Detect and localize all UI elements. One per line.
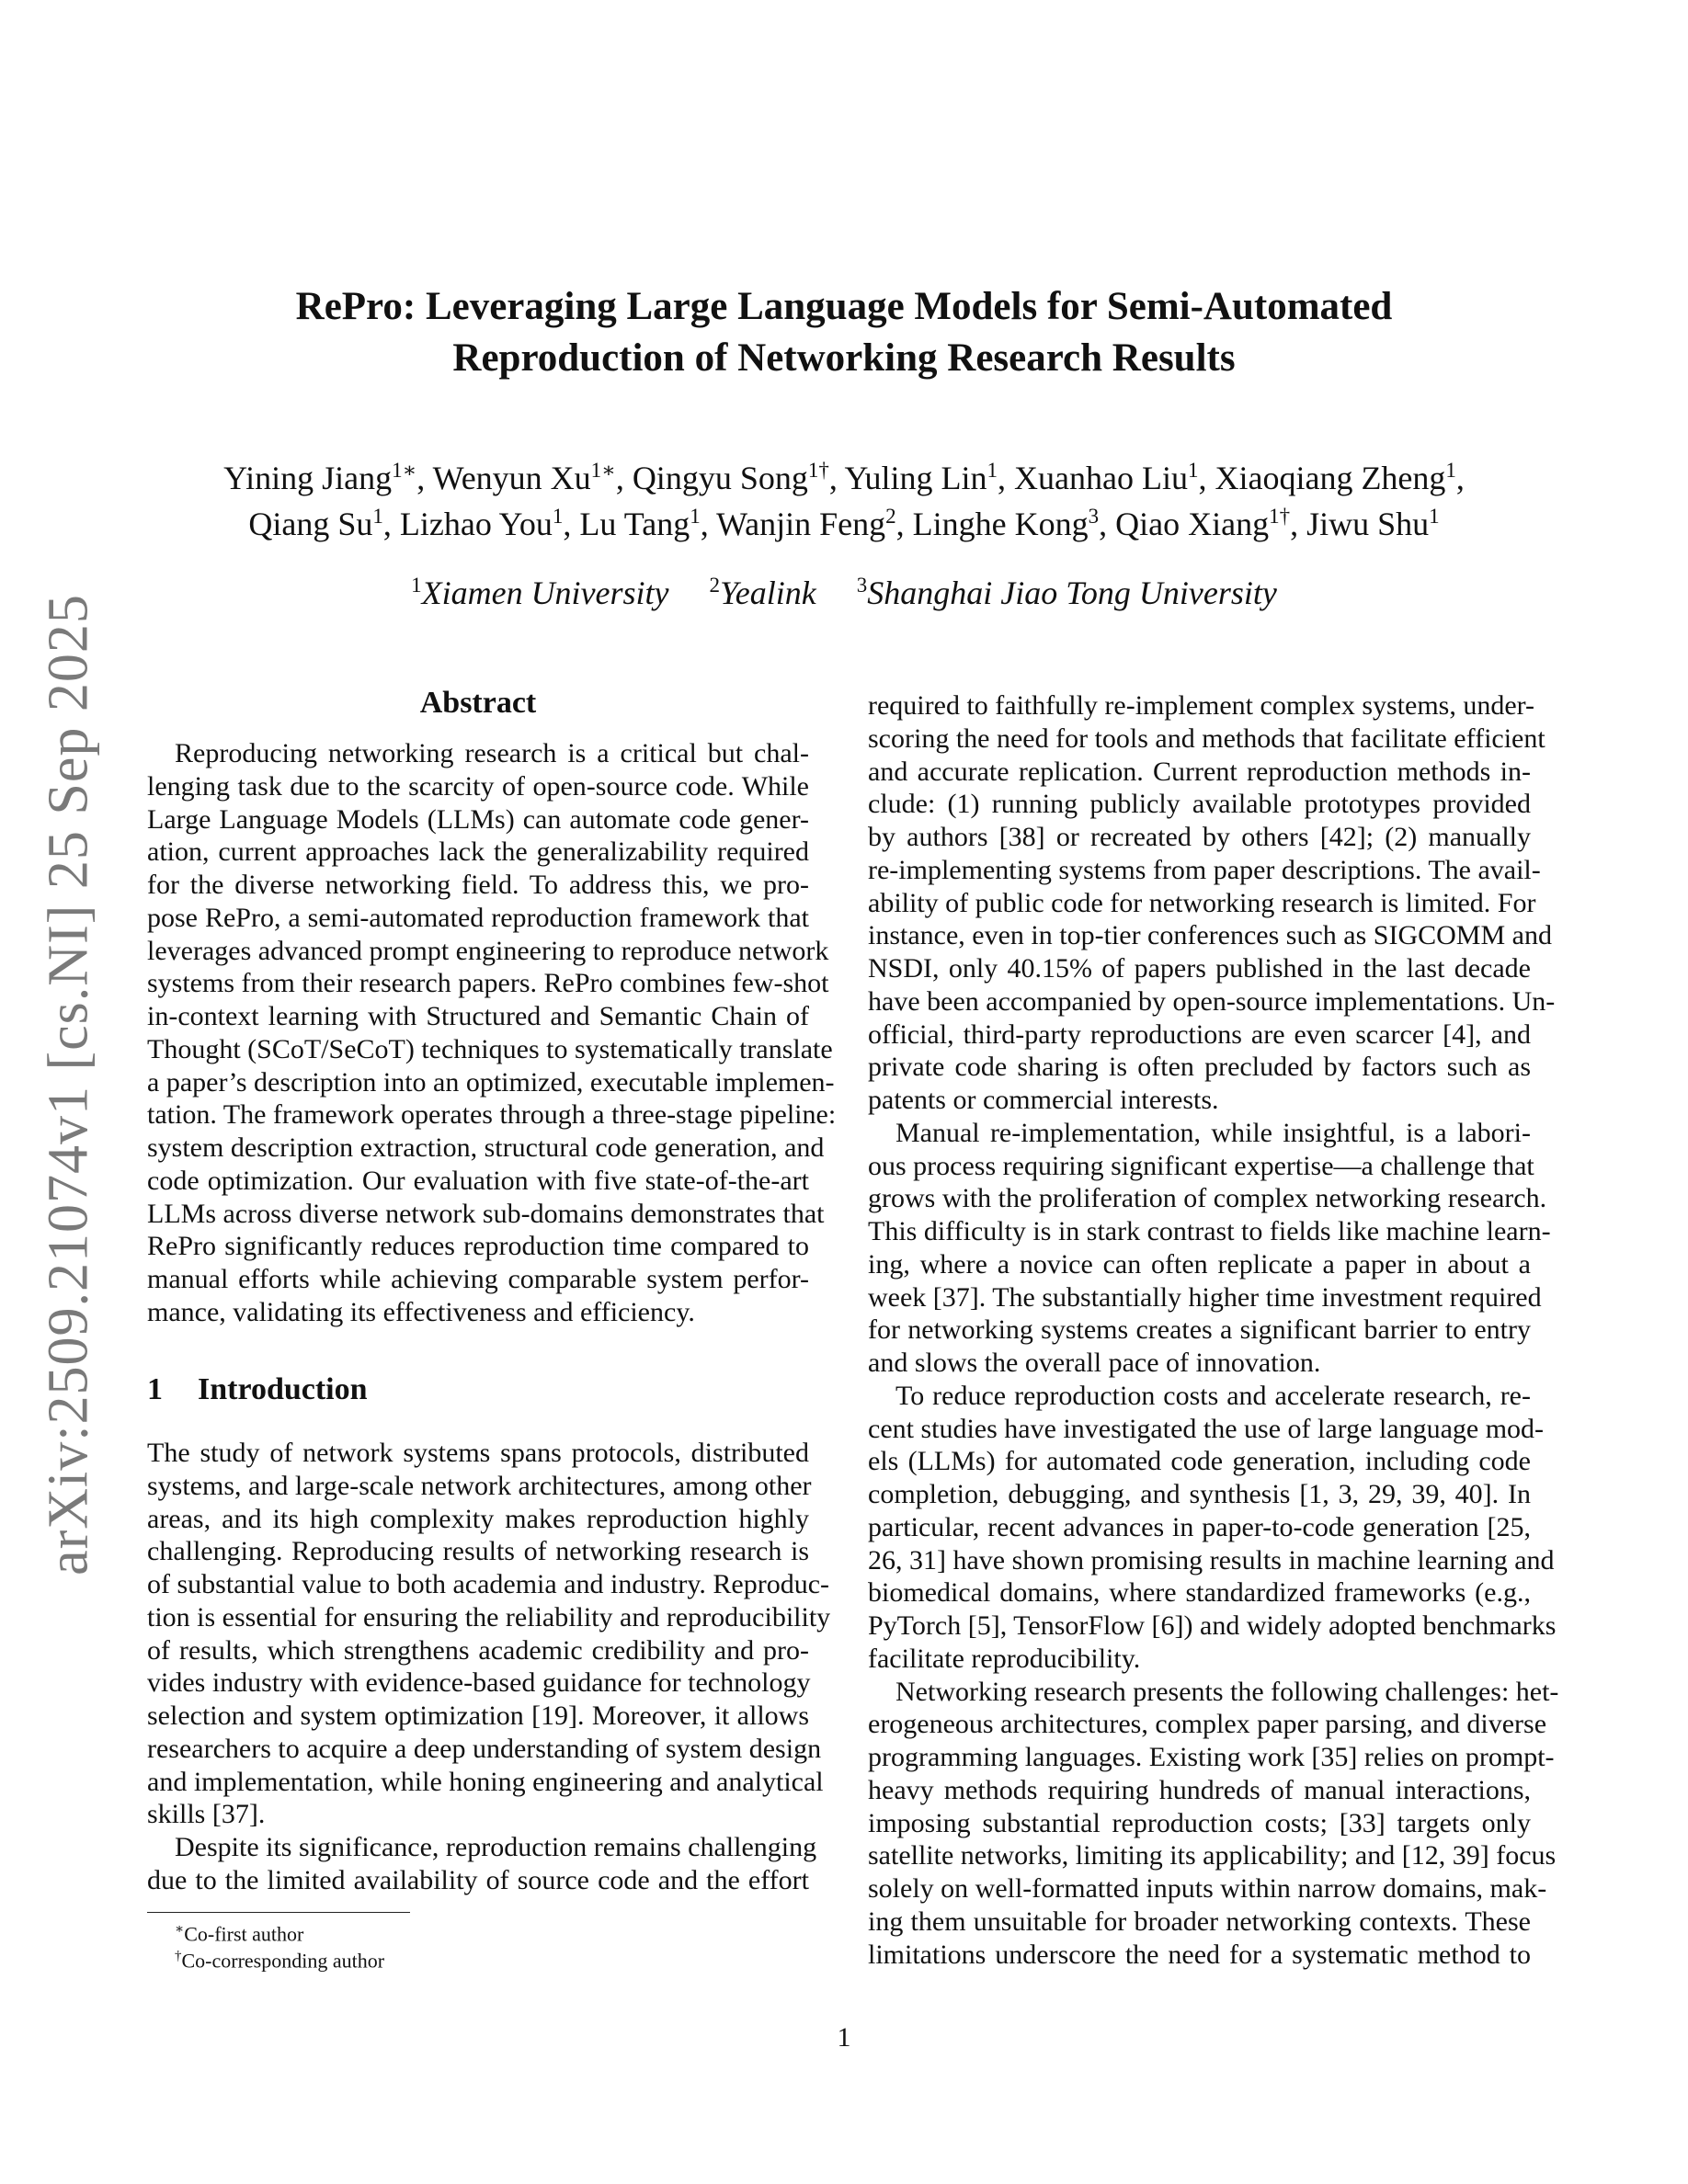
abstract-body bbox=[147, 737, 837, 1329]
paper-title bbox=[0, 281, 1688, 384]
paragraph bbox=[868, 1117, 1551, 1380]
text-line: grows with the proliferation of complex networking research. bbox=[868, 1183, 1547, 1214]
author bbox=[579, 506, 716, 542]
text-line: tion is essential for ensuring the reliability and reproducibility bbox=[147, 1601, 831, 1632]
footnote-text: Co-first author bbox=[184, 1922, 304, 1946]
author-row bbox=[0, 501, 1688, 547]
author bbox=[1014, 460, 1215, 496]
section-heading-introduction bbox=[147, 1371, 368, 1408]
author-separator: , bbox=[828, 460, 845, 496]
text-line: system description extraction, structural code generation, and bbox=[147, 1132, 825, 1163]
author bbox=[433, 460, 633, 496]
text-line: patents or commercial interests. bbox=[868, 1085, 1219, 1115]
text-line: selection and system optimization [19]. Moreover, it allows bbox=[147, 1701, 809, 1731]
text-line: clude: (1) running publicly available prototypes provided bbox=[868, 789, 1531, 820]
author-name: Yining Jiang bbox=[223, 460, 393, 496]
affiliation-mark: 2 bbox=[709, 574, 721, 597]
author-separator: , bbox=[1099, 506, 1116, 542]
author-affiliation-mark: 1∗ bbox=[392, 459, 417, 482]
text-line: Networking research presents the following challenges: het- bbox=[895, 1676, 1559, 1707]
author-name: Wanjin Feng bbox=[716, 506, 886, 542]
author-name: Lizhao You bbox=[399, 506, 553, 542]
text-line: completion, debugging, and synthesis [1, 3, 29, 39, 40]. In bbox=[868, 1479, 1531, 1509]
text-line: vides industry with evidence-based guidance for technology bbox=[147, 1667, 811, 1699]
text-line: Large Language Models (LLMs) can automate code gener- bbox=[147, 803, 809, 835]
text-line: a paper’s description into an optimized, executable implemen- bbox=[147, 1066, 835, 1098]
author-affiliation-mark: 1† bbox=[807, 459, 829, 482]
text-line: instance, even in top-tier conferences such as SIGCOMM and bbox=[868, 920, 1552, 951]
title-line: Reproduction of Networking Research Results bbox=[452, 336, 1236, 380]
author-separator: , bbox=[563, 506, 580, 542]
author bbox=[913, 506, 1115, 542]
text-line: in-context learning with Structured and Semantic Chain of bbox=[147, 1001, 809, 1031]
affiliation-name: Xiamen University bbox=[421, 574, 669, 611]
text-line: satellite networks, limiting its applicability; and [12, 39] focus bbox=[868, 1840, 1557, 1871]
author-name: Qingyu Song bbox=[632, 460, 808, 496]
section-number: 1 bbox=[147, 1372, 163, 1406]
text-line: leverages advanced prompt engineering to reproduce network bbox=[147, 935, 829, 966]
text-line: scoring the need for tools and methods that facilitate efficient bbox=[868, 722, 1545, 754]
author-separator: , bbox=[1198, 460, 1215, 496]
author-affiliation-mark: 1 bbox=[1429, 505, 1440, 528]
intro-left-column bbox=[147, 1437, 831, 1897]
author bbox=[248, 506, 400, 542]
text-line: of results, which strengthens academic credibility and pro- bbox=[147, 1634, 809, 1666]
author bbox=[845, 460, 1015, 496]
text-line: private code sharing is often precluded by factors such as bbox=[868, 1052, 1531, 1083]
paragraph bbox=[868, 1676, 1559, 1972]
author bbox=[1306, 506, 1440, 542]
text-line: NSDI, only 40.15% of papers published in the last decade bbox=[868, 953, 1531, 984]
text-line: ing, where a novice can often replicate a paper in about a bbox=[868, 1248, 1531, 1280]
text-line: skills [37]. bbox=[147, 1799, 266, 1830]
author-affiliation-mark: 1 bbox=[552, 505, 564, 528]
author-name: Wenyun Xu bbox=[432, 460, 591, 496]
author-separator: , bbox=[1455, 460, 1465, 496]
text-line: systems from their research papers. RePro combines few-shot bbox=[147, 968, 829, 999]
text-line: This difficulty is in stark contrast to fields like machine learn- bbox=[868, 1216, 1551, 1246]
affiliation bbox=[857, 574, 1277, 611]
text-line: Thought (SCoT/SeCoT) techniques to systematically translate bbox=[147, 1033, 833, 1064]
author bbox=[223, 460, 433, 496]
text-line: have been accompanied by open-source implementations. Un- bbox=[868, 985, 1556, 1017]
affiliation bbox=[411, 574, 668, 611]
text-line: facilitate reproducibility. bbox=[868, 1643, 1141, 1674]
text-line: Despite its significance, reproduction remains challenging bbox=[175, 1832, 817, 1862]
text-line: due to the limited availability of source code and the effort bbox=[147, 1864, 809, 1895]
author-name: Yuling Lin bbox=[844, 460, 987, 496]
section-title: Introduction bbox=[198, 1372, 368, 1406]
text-line: code optimization. Our evaluation with five state-of-the-art bbox=[147, 1165, 809, 1196]
footnote-mark: † bbox=[175, 1949, 182, 1963]
author-separator: , bbox=[895, 506, 913, 542]
author-separator: , bbox=[382, 506, 400, 542]
author-list bbox=[0, 455, 1688, 547]
text-line: LLMs across diverse network sub-domains demonstrates that bbox=[147, 1198, 825, 1229]
author-affiliation-mark: 1 bbox=[987, 459, 998, 482]
affiliation-name: Yealink bbox=[720, 574, 816, 611]
text-line: ation, current approaches lack the generalizability required bbox=[147, 836, 809, 868]
text-line: programming languages. Existing work [35] relies on prompt- bbox=[868, 1742, 1555, 1772]
author-separator: , bbox=[416, 460, 433, 496]
author-name: Linghe Kong bbox=[912, 506, 1089, 542]
text-line: cent studies have investigated the use of large language mod- bbox=[868, 1413, 1545, 1444]
text-line: To reduce reproduction costs and accelerate research, re- bbox=[895, 1380, 1531, 1411]
text-line: week [37]. The substantially higher time investment required bbox=[868, 1281, 1542, 1313]
text-line: tation. The framework operates through a three-stage pipeline: bbox=[147, 1099, 837, 1131]
text-line: official, third-party reproductions are even scarcer [4], and bbox=[868, 1018, 1531, 1050]
author-name: Lu Tang bbox=[579, 506, 690, 542]
affiliation-mark: 3 bbox=[856, 574, 868, 597]
text-line: 26, 31] have shown promising results in machine learning and bbox=[868, 1544, 1555, 1575]
text-line: challenging. Reproducing results of networking research is bbox=[147, 1536, 809, 1567]
author-affiliation-mark: 3 bbox=[1088, 505, 1100, 528]
author-separator: , bbox=[1290, 506, 1307, 542]
author bbox=[400, 506, 580, 542]
text-line: manual efforts while achieving comparable system perfor- bbox=[147, 1264, 809, 1294]
affiliation-mark: 1 bbox=[411, 574, 422, 597]
author-row bbox=[0, 455, 1688, 501]
text-line: by authors [38] or recreated by others [42]; (2) manually bbox=[868, 822, 1531, 852]
author-name: Xuanhao Liu bbox=[1014, 460, 1188, 496]
author-affiliation-mark: 1 bbox=[690, 505, 701, 528]
text-line: imposing substantial reproduction costs; [33] targets only bbox=[868, 1807, 1531, 1838]
text-line: particular, recent advances in paper-to-code generation [25, bbox=[868, 1511, 1531, 1542]
paragraph bbox=[147, 1831, 817, 1897]
affiliation bbox=[710, 574, 816, 611]
text-line: of substantial value to both academia and industry. Reproduc- bbox=[147, 1569, 830, 1599]
author bbox=[716, 506, 913, 542]
text-line: systems, and large-scale network architectures, among other bbox=[147, 1470, 812, 1501]
author-affiliation-mark: 1 bbox=[372, 505, 383, 528]
intro-right-column bbox=[868, 689, 1559, 1971]
text-line: PyTorch [5], TensorFlow [6]) and widely adopted benchmarks bbox=[868, 1610, 1557, 1641]
text-line: biomedical domains, where standardized frameworks (e.g., bbox=[868, 1577, 1531, 1609]
text-line: Manual re-implementation, while insightful, is a labori- bbox=[895, 1117, 1531, 1148]
footnote-text: Co-corresponding author bbox=[181, 1949, 385, 1973]
affiliation-list bbox=[0, 574, 1688, 612]
footnote-divider bbox=[147, 1912, 410, 1913]
abstract-heading: Abstract bbox=[419, 686, 537, 720]
text-line: for networking systems creates a significant barrier to entry bbox=[868, 1314, 1531, 1346]
text-line: RePro significantly reduces reproduction time compared to bbox=[147, 1231, 809, 1262]
author-affiliation-mark: 1 bbox=[1445, 459, 1456, 482]
text-line: heavy methods requiring hundreds of manual interactions, bbox=[868, 1774, 1531, 1805]
text-line: pose RePro, a semi-automated reproduction framework that bbox=[147, 902, 809, 933]
page-number: 1 bbox=[837, 2022, 851, 2053]
affiliation-name: Shanghai Jiao Tong University bbox=[867, 574, 1277, 611]
text-line: ability of public code for networking research is limited. For bbox=[868, 887, 1536, 918]
footnote-mark: ∗ bbox=[175, 1922, 185, 1937]
author-name: Xiaoqiang Zheng bbox=[1215, 460, 1446, 496]
text-line: and implementation, while honing engineering and analytical bbox=[147, 1766, 824, 1797]
author-name: Qiao Xiang bbox=[1115, 506, 1270, 542]
text-line: lenging task due to the scarcity of open-source code. While bbox=[147, 770, 809, 802]
author-affiliation-mark: 1† bbox=[1269, 505, 1291, 528]
text-line: Reproducing networking research is a critical but chal- bbox=[175, 738, 809, 768]
author-affiliation-mark: 2 bbox=[885, 505, 896, 528]
text-line: The study of network systems spans protocols, distributed bbox=[147, 1438, 809, 1468]
author-name: Qiang Su bbox=[248, 506, 373, 542]
paragraph bbox=[868, 689, 1556, 1117]
author-name: Jiwu Shu bbox=[1306, 506, 1430, 542]
text-line: limitations underscore the need for a systematic method to bbox=[868, 1939, 1531, 1970]
text-line: and slows the overall pace of innovation. bbox=[868, 1348, 1321, 1378]
author-affiliation-mark: 1∗ bbox=[590, 459, 616, 482]
author-separator: , bbox=[700, 506, 717, 542]
text-line: and accurate replication. Current reproduction methods in- bbox=[868, 756, 1531, 787]
author bbox=[1215, 460, 1464, 496]
paragraph bbox=[868, 1380, 1557, 1676]
title-line: RePro: Leveraging Large Language Models for Semi-Automated bbox=[295, 285, 1393, 328]
text-line: ous process requiring significant expertise—a challenge that bbox=[868, 1150, 1534, 1181]
author-separator: , bbox=[998, 460, 1015, 496]
footnote bbox=[175, 1917, 303, 1946]
author-affiliation-mark: 1 bbox=[1187, 459, 1199, 482]
author bbox=[633, 460, 845, 496]
paragraph bbox=[147, 1437, 831, 1831]
text-line: els (LLMs) for automated code generation, including code bbox=[868, 1446, 1531, 1477]
text-line: mance, validating its effectiveness and efficiency. bbox=[147, 1296, 695, 1327]
text-line: erogeneous architectures, complex paper parsing, and diverse bbox=[868, 1709, 1547, 1740]
author bbox=[1115, 506, 1306, 542]
text-line: solely on well-formatted inputs within narrow domains, mak- bbox=[868, 1873, 1547, 1904]
text-line: researchers to acquire a deep understanding of system design bbox=[147, 1733, 822, 1764]
text-line: ing them unsuitable for broader networking contexts. These bbox=[868, 1905, 1531, 1937]
text-line: re-implementing systems from paper descriptions. The avail- bbox=[868, 854, 1541, 885]
paragraph bbox=[147, 737, 837, 1329]
text-line: required to faithfully re-implement complex systems, under- bbox=[868, 690, 1535, 721]
arxiv-side-label: arXiv:2509.21074v1 [cs.NI] 25 Sep 2025 bbox=[37, 594, 100, 1575]
author-separator: , bbox=[615, 460, 633, 496]
text-line: areas, and its high complexity makes reproduction highly bbox=[147, 1503, 809, 1534]
text-line: for the diverse networking field. To address this, we pro- bbox=[147, 870, 809, 900]
footnote bbox=[175, 1944, 384, 1973]
